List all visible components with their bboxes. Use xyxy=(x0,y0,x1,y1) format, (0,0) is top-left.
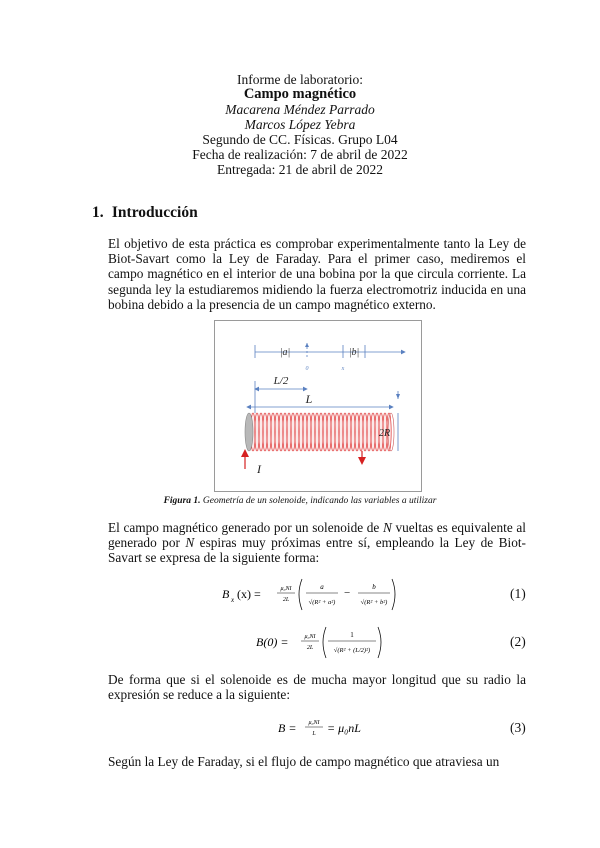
eq1-coef-num: μ₀NI xyxy=(280,586,292,592)
p2-text-c: espiras muy próximas entre sí, empleando la Ley de Biot-Savart se expresa de la siguiente forma: xyxy=(108,535,526,566)
eq1-t2-num: b xyxy=(372,583,376,591)
paragraph-faraday: Según la Ley de Faraday, si el flujo de campo magnético que atraviesa un xyxy=(108,754,500,769)
eq3-coef-num: μ₀NI xyxy=(308,720,320,726)
caption-text: Geometría de un solenoide, indicando las variables a utilizar xyxy=(200,496,437,506)
title-block xyxy=(0,72,600,177)
eq2-coef-num: μ₀NI xyxy=(304,634,316,640)
solenoid-diagram xyxy=(215,321,421,491)
author-1: Macarena Méndez Parrado xyxy=(225,102,375,117)
eq3-rhs: = μ₀nL xyxy=(327,721,361,735)
eq1-minus: − xyxy=(344,587,351,599)
eq1-t1-den: √(R² + a²) xyxy=(308,599,336,606)
label-b: |b| xyxy=(348,347,360,358)
p2-text-a: El campo magnético generado por un solenoide de xyxy=(108,520,383,535)
label-x: x xyxy=(341,366,345,372)
label-half-length: L/2 xyxy=(273,375,289,387)
group-line: Segundo de CC. Físicas. Grupo L04 xyxy=(202,132,398,147)
p2-var-n2: N xyxy=(185,535,195,551)
eq3-lhs: B = xyxy=(278,721,297,735)
eq1-lhs: B xyxy=(222,587,230,601)
eq3-coef-den: L xyxy=(312,731,316,737)
report-title: Campo magnético xyxy=(243,86,357,102)
section-heading-intro xyxy=(92,204,198,222)
caption-label: Figura 1. xyxy=(163,496,201,506)
eq1-paren-left xyxy=(299,579,302,610)
paragraph-long-solenoid: De forma que si el solenoide es de mucha mayor longitud que su radio la expresión se reduce a la siguiente: xyxy=(108,672,526,703)
eq2-coef-den: 2L xyxy=(306,645,314,651)
label-zero: 0 xyxy=(305,366,309,372)
eq1-t2-den: √(R² + b²) xyxy=(360,599,388,606)
equation-1 xyxy=(220,576,410,616)
eq2-t-den: √(R² + (L/2)²) xyxy=(333,647,371,654)
equation-2-number: (2) xyxy=(510,634,526,649)
center-arrow-icon xyxy=(305,343,309,347)
eq2-lhs: B(0) = xyxy=(256,635,289,649)
label-diameter: 2R xyxy=(379,428,391,439)
equation-2 xyxy=(254,624,394,664)
section-title: Introducción xyxy=(111,204,198,221)
p2-text-b: vueltas es equivalente al generado por xyxy=(108,520,526,551)
figure-caption xyxy=(0,496,600,506)
paragraph-biot-savart xyxy=(108,520,526,566)
label-length: L xyxy=(305,392,313,406)
label-a: |a| xyxy=(279,347,291,358)
equation-3 xyxy=(276,712,386,752)
p2-var-n1: N xyxy=(382,520,392,535)
eq1-sub: x xyxy=(231,596,235,604)
label-current: I xyxy=(257,462,261,476)
eq1-coef-den: 2L xyxy=(282,597,290,603)
solenoid-left-cap xyxy=(245,413,253,451)
report-type: Informe de laboratorio: xyxy=(237,72,363,87)
eq1-t1-num: a xyxy=(320,583,324,591)
current-out-arrow-icon xyxy=(358,457,366,465)
eq2-paren-left xyxy=(323,627,326,658)
eq2-t-num: 1 xyxy=(350,631,354,639)
eq2-paren-right xyxy=(378,627,381,658)
section-number: 1. xyxy=(92,204,104,221)
author-2: Marcos López Yebra xyxy=(244,117,356,132)
equation-3-number: (3) xyxy=(510,720,526,735)
eq1-paren-right xyxy=(392,579,395,610)
date-delivered: Entregada: 21 de abril de 2022 xyxy=(216,162,384,177)
solenoid-body xyxy=(249,413,391,451)
paragraph-objective: El objetivo de esta práctica es comprobar experimentalmente tanto la Ley de Biot-Savart como la Ley de Faraday. Para el primer caso, mediremos el campo magnético en el interior de una bobina por la que circula corriente. La segunda ley la estudiaremos midiendo la fuerza electromotriz inducida en una bobina debido a la presencia de un campo magnético externo. xyxy=(108,236,526,312)
solenoid-figure xyxy=(214,320,422,492)
equation-1-number: (1) xyxy=(510,586,526,601)
date-done: Fecha de realización: 7 de abril de 2022 xyxy=(192,147,408,162)
eq1-arg: (x) = xyxy=(237,587,261,601)
